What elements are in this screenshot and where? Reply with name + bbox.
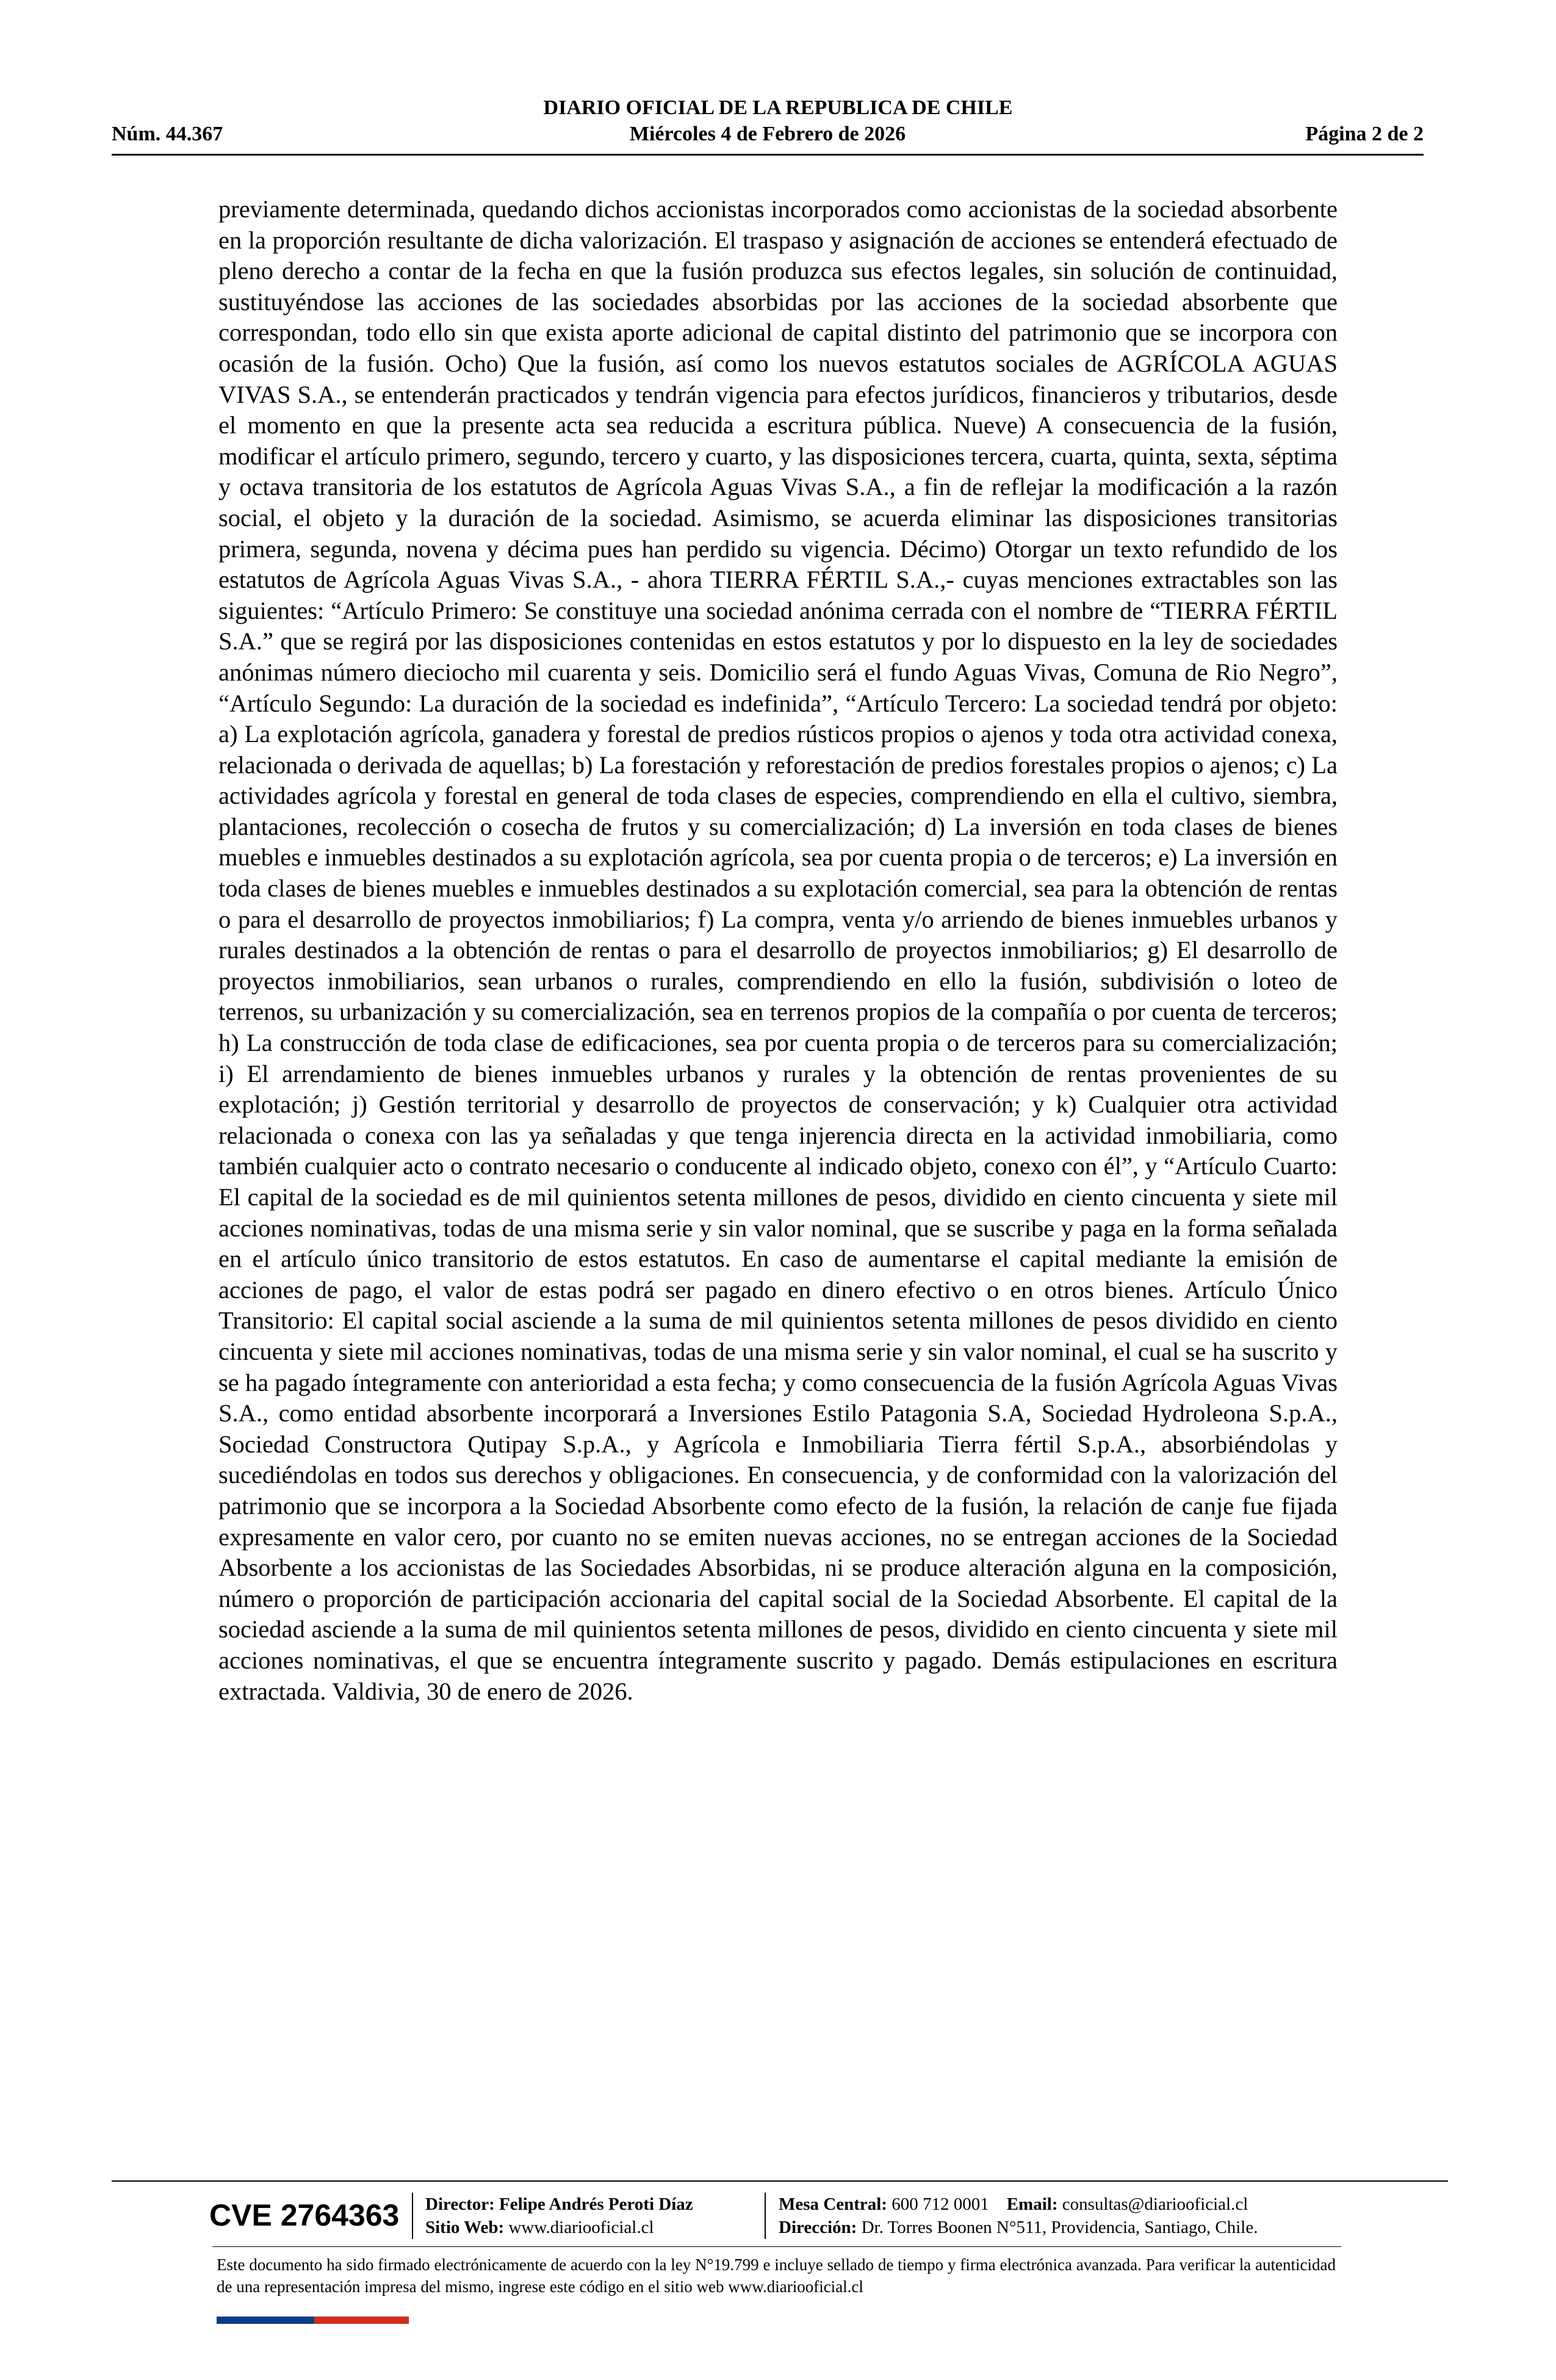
address-label: Dirección: [779, 2218, 857, 2237]
footer-divider [112, 2180, 1448, 2182]
footer-separator [412, 2193, 413, 2239]
legal-notice: Este documento ha sido firmado electrónicamente de acuerdo con la ley N°19.799 e incluye sellado de tiempo y firma electrónica avanzada. Para verificar la autenticidad de una representación impresa del mismo, ingrese este código en el sitio web www.diariooficial.cl [217, 2256, 1336, 2296]
header-row [112, 123, 1424, 150]
phone-number: 600 712 0001 [891, 2194, 989, 2214]
footer-director-block [425, 2193, 693, 2239]
page-indicator: Página 2 de 2 [1305, 123, 1424, 145]
header-divider [112, 154, 1424, 156]
footer-separator [765, 2193, 766, 2239]
flag-stripe-red [314, 2317, 409, 2324]
issue-date: Miércoles 4 de Febrero de 2026 [629, 123, 906, 145]
director-label: Director: [425, 2194, 495, 2214]
footer-contact-block [779, 2193, 1258, 2239]
issue-number: Núm. 44.367 [112, 123, 223, 145]
flag-stripe-blue [217, 2317, 314, 2324]
director-name: Felipe Andrés Peroti Díaz [499, 2194, 693, 2214]
phone-label: Mesa Central: [779, 2194, 887, 2214]
footer-divider-secondary [212, 2246, 1341, 2247]
address-text: Dr. Torres Boonen N°511, Providencia, Santiago, Chile. [861, 2218, 1258, 2237]
email-link[interactable]: consultas@diariooficial.cl [1062, 2194, 1248, 2214]
cve-code: CVE 2764363 [209, 2198, 400, 2232]
body-text: previamente determinada, quedando dichos accionistas incorporados como accionistas de la sociedad absorbente en la proporción resultante de dicha valorización. El traspaso y asignación de acciones se entenderá efectuado de pleno derecho a contar de la fecha en que la fusión produzca sus efectos legales, sin solución de continuidad, sustituyéndose las acciones de las sociedades absorbidas por las acciones de la sociedad absorbente que correspondan, todo ello sin que exista aporte adicional de capital distinto del patrimonio que se incorpora con ocasión de la fusión. Ocho) Que la fusión, así como los nuevos estatutos sociales de AGRÍCOLA AGUAS VIVAS S.A., se entenderán practicados y tendrán vigencia para efectos jurídicos, financieros y tributarios, desde el momento en que la presente acta sea reducida a escritura pública. Nueve) A consecuencia de la fusión, modificar el artículo primero, segundo, tercero y cuarto, y las disposiciones tercera, cuarta, quinta, sexta, séptima y octava transitoria de los estatutos de Agrícola Aguas Vivas S.A., a fin de reflejar la modificación a la razón social, el objeto y la duración de la sociedad. Asimismo, se acuerda eliminar las disposiciones transitorias primera, segunda, novena y décima pues han perdido su vigencia. Décimo) Otorgar un texto refundido de los estatutos de Agrícola Aguas Vivas S.A., - ahora TIERRA FÉRTIL S.A.,- cuyas menciones extractables son las siguientes: “Artículo Primero: Se constituye una sociedad anónima cerrada con el nombre de “TIERRA FÉRTIL S.A.” que se regirá por las disposiciones contenidas en estos estatutos y por lo dispuesto en la ley de sociedades anónimas número dieciocho mil cuarenta y seis. Domicilio será el fundo Aguas Vivas, Comuna de Rio Negro”, “Artículo Segundo: La duración de la sociedad es indefinida”, “Artículo Tercero: La sociedad tendrá por objeto: a) La explotación agrícola, ganadera y forestal de predios rústicos propios o ajenos y toda otra actividad conexa, relacionada o derivada de aquellas; b) La forestación y reforestación de predios forestales propios o ajenos; c) La actividades agrícola y forestal en general de toda clases de especies, comprendiendo en ella el cultivo, siembra, plantaciones, recolección o cosecha de frutos y su comercialización; d) La inversión en toda clases de bienes muebles e inmuebles destinados a su explotación agrícola, sea por cuenta propia o de terceros; e) La inversión en toda clases de bienes muebles e inmuebles destinados a su explotación comercial, sea para la obtención de rentas o para el desarrollo de proyectos inmobiliarios; f) La compra, venta y/o arriendo de bienes inmuebles urbanos y rurales destinados a la obtención de rentas o para el desarrollo de proyectos inmobiliarios; g) El desarrollo de proyectos inmobiliarios, sean urbanos o rurales, comprendiendo en ello la fusión, subdivisión o loteo de terrenos, su urbanización y su comercialización, sea en terrenos propios de la compañía o por cuenta de terceros; h) La construcción de toda clase de edificaciones, sea por cuenta propia o de terceros para su comercialización; i) El arrendamiento de bienes inmuebles urbanos y rurales y la obtención de rentas provenientes de su explotación; j) Gestión territorial y desarrollo de proyectos de conservación; y k) Cualquier otra actividad relacionada o conexa con las ya señaladas y que tenga injerencia directa en la actividad inmobiliaria, como también cualquier acto o contrato necesario o conducente al indicado objeto, conexo con él”, y “Artículo Cuarto: El capital de la sociedad es de mil quinientos setenta millones de pesos, dividido en ciento cincuenta y siete mil acciones nominativas, todas de una misma serie y sin valor nominal, que se suscribe y paga en la forma señalada en el artículo único transitorio de estos estatutos. En caso de aumentarse el capital mediante la emisión de acciones de pago, el valor de estas podrá ser pagado en dinero efectivo o en otros bienes. Artículo Único Transitorio: El capital social asciende a la suma de mil quinientos setenta millones de pesos dividido en ciento cincuenta y siete mil acciones nominativas, todas de una misma serie y sin valor nominal, el cual se ha suscrito y se ha pagado íntegramente con anterioridad a esta fecha; y como consecuencia de la fusión Agrícola Aguas Vivas S.A., como entidad absorbente incorporará a Inversiones Estilo Patagonia S.A, Sociedad Hydroleona S.p.A., Sociedad Constructora Qutipay S.p.A., y Agrícola e Inmobiliaria Tierra fértil S.p.A., absorbiéndolas y sucediéndolas en todos sus derechos y obligaciones. En consecuencia, y de conformidad con la valorización del patrimonio que se incorpora a la Sociedad Absorbente como efecto de la fusión, la relación de canje fue fijada expresamente en valor cero, por cuanto no se emiten nuevas acciones, no se entregan acciones de la Sociedad Absorbente a los accionistas de las Sociedades Absorbidas, ni se produce alteración alguna en la composición, número o proporción de participación accionaria del capital social de la Sociedad Absorbente. El capital de la sociedad asciende a la suma de mil quinientos setenta millones de pesos, dividido en ciento cincuenta y siete mil acciones nominativas, el que se encuentra íntegramente suscrito y pagado. Demás estipulaciones en escritura extractada. Valdivia, 30 de enero de 2026. [218, 195, 1338, 1705]
website-label: Sitio Web: [425, 2218, 505, 2237]
email-label: Email: [1006, 2194, 1058, 2214]
publication-title: DIARIO OFICIAL DE LA REPUBLICA DE CHILE [543, 96, 1013, 119]
website-link[interactable]: www.diariooficial.cl [508, 2218, 654, 2237]
